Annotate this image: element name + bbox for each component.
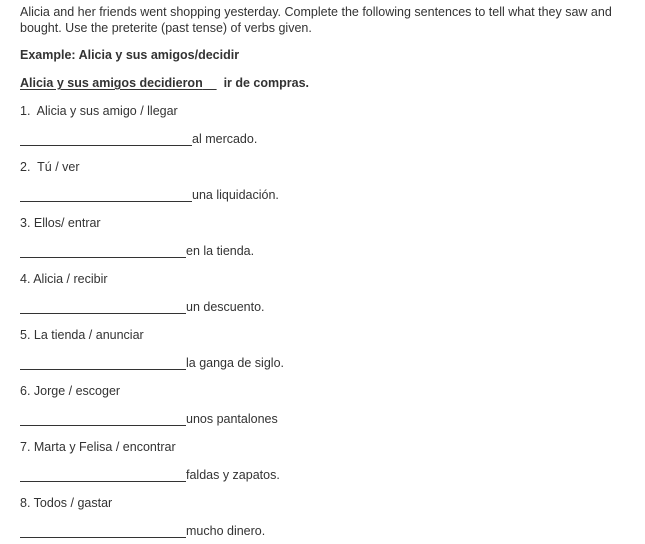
item-8-answer bbox=[20, 524, 265, 538]
item-6-answer bbox=[20, 412, 278, 426]
item-6-completion: unos pantalones bbox=[186, 412, 278, 426]
example-heading: Example: Alicia y sus amigos/decidir bbox=[20, 48, 240, 62]
item-8-prompt: 8. Todos / gastar bbox=[20, 496, 113, 510]
item-2-answer bbox=[20, 188, 279, 202]
item-8-blank[interactable] bbox=[20, 524, 186, 538]
item-2-prompt: 2. Tú / ver bbox=[20, 160, 80, 174]
item-1-completion: al mercado. bbox=[192, 132, 258, 146]
item-5-completion: la ganga de siglo. bbox=[186, 356, 284, 370]
item-5-answer bbox=[20, 356, 284, 370]
item-6-blank[interactable] bbox=[20, 412, 186, 426]
example-answer-rest bbox=[217, 76, 224, 90]
example-answer-ending: ir de compras. bbox=[223, 76, 310, 90]
item-5-prompt: 5. La tienda / anunciar bbox=[20, 328, 144, 342]
item-8-completion: mucho dinero. bbox=[186, 524, 266, 538]
item-7-prompt: 7. Marta y Felisa / encontrar bbox=[20, 440, 176, 454]
item-4-blank[interactable] bbox=[20, 300, 186, 314]
example-answer-underlined: Alicia y sus amigos decidieron bbox=[20, 76, 203, 90]
example-answer-gap bbox=[203, 76, 217, 90]
item-3-prompt: 3. Ellos/ entrar bbox=[20, 216, 101, 230]
item-2-blank[interactable] bbox=[20, 188, 192, 202]
item-7-blank[interactable] bbox=[20, 468, 186, 482]
item-4-answer bbox=[20, 300, 265, 314]
item-7-answer bbox=[20, 468, 280, 482]
item-1-blank[interactable] bbox=[20, 132, 192, 146]
item-1-prompt: 1. Alicia y sus amigo / llegar bbox=[20, 104, 178, 118]
item-7-completion: faldas y zapatos. bbox=[186, 468, 280, 482]
item-3-completion: en la tienda. bbox=[186, 244, 255, 258]
example-answer bbox=[20, 76, 309, 90]
item-1-answer bbox=[20, 132, 257, 146]
item-4-completion: un descuento. bbox=[186, 300, 265, 314]
worksheet bbox=[20, 4, 625, 538]
instructions-text: Alicia and her friends went shopping yesterday. Complete the following sentences to tell what they saw and bought. Use the preterite (past tense) of verbs given. bbox=[20, 5, 612, 35]
item-4-prompt: 4. Alicia / recibir bbox=[20, 272, 108, 286]
item-3-answer bbox=[20, 244, 254, 258]
item-6-prompt: 6. Jorge / escoger bbox=[20, 384, 121, 398]
item-5-blank[interactable] bbox=[20, 356, 186, 370]
item-2-completion: una liquidación. bbox=[192, 188, 279, 202]
item-3-blank[interactable] bbox=[20, 244, 186, 258]
